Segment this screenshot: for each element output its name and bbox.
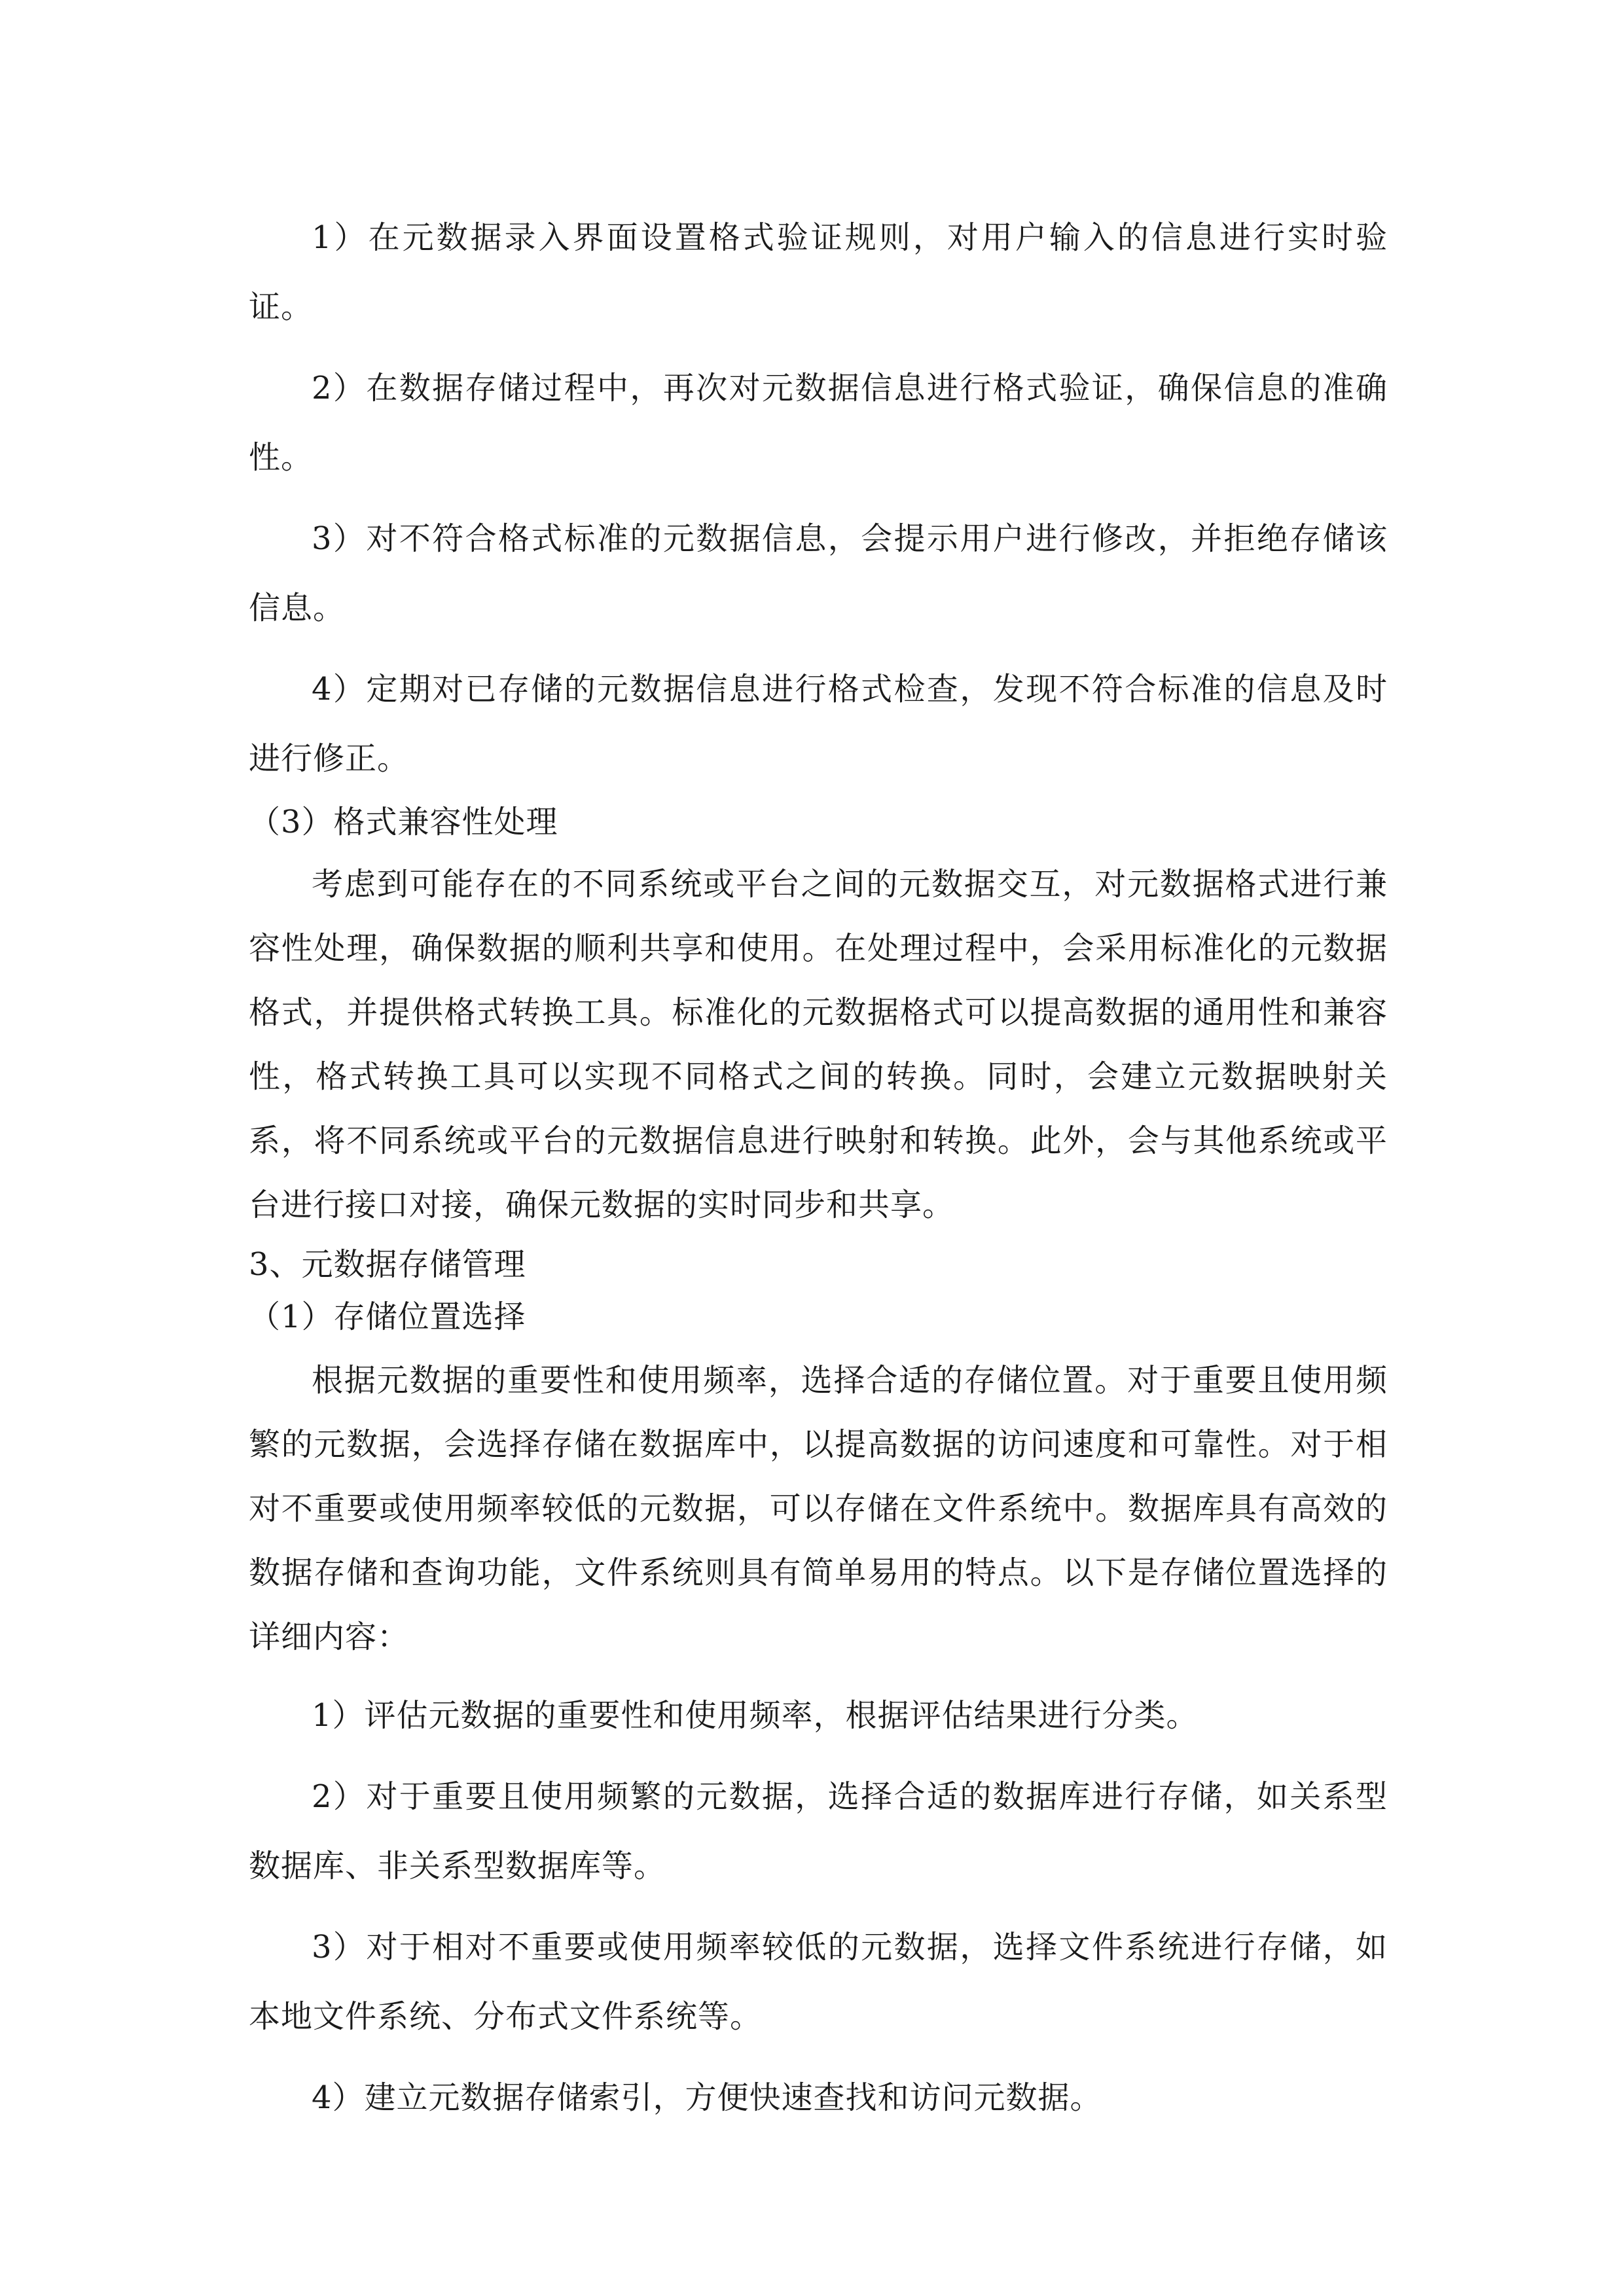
section-heading-format-compatibility: （3）格式兼容性处理 xyxy=(249,804,558,840)
paragraph-compatibility-processing: 考虑到可能存在的不同系统或平台之间的元数据交互，对元数据格式进行兼容性处理，确保数据的顺利共享和使用。在处理过程中，会采用标准化的元数据格式，并提供格式转换工具。标准化的元数据格式可以提高数据的通用性和兼容性，格式转换工具可以实现不同格式之间的转换。同时，会建立元数据映射关系，将不同系统或平台的元数据信息进行映射和转换。此外，会与其他系统或平台进行接口对接，确保元数据的实时同步和共享。 xyxy=(249,866,1388,1223)
list-item-evaluate-importance: 1）评估元数据的重要性和使用频率，根据评估结果进行分类。 xyxy=(312,1697,1199,1734)
list-item-periodic-check: 4）定期对已存储的元数据信息进行格式检查，发现不符合标准的信息及时进行修正。 xyxy=(249,671,1388,777)
document-page xyxy=(249,203,1388,2132)
list-item-format-validation-rule: 1）在元数据录入界面设置格式验证规则，对用户输入的信息进行实时验证。 xyxy=(249,219,1388,325)
section-heading-storage-location: （1）存储位置选择 xyxy=(249,1299,526,1335)
list-item-storage-validation: 2）在数据存储过程中，再次对元数据信息进行格式验证，确保信息的准确性。 xyxy=(249,370,1388,476)
list-item-filesystem-storage: 3）对于相对不重要或使用频率较低的元数据，选择文件系统进行存储，如本地文件系统、分布式文件系统等。 xyxy=(249,1929,1388,2035)
section-heading-storage-management: 3、元数据存储管理 xyxy=(249,1246,526,1283)
list-item-reject-invalid: 3）对不符合格式标准的元数据信息，会提示用户进行修改，并拒绝存储该信息。 xyxy=(249,520,1388,626)
list-item-storage-index: 4）建立元数据存储索引，方便快速查找和访问元数据。 xyxy=(312,2079,1102,2116)
paragraph-storage-location: 根据元数据的重要性和使用频率，选择合适的存储位置。对于重要且使用频繁的元数据，会选择存储在数据库中，以提高数据的访问速度和可靠性。对于相对不重要或使用频率较低的元数据，可以存储在文件系统中。数据库具有高效的数据存储和查询功能，文件系统则具有简单易用的特点。以下是存储位置选择的详细内容： xyxy=(249,1362,1388,1655)
list-item-database-storage: 2）对于重要且使用频繁的元数据，选择合适的数据库进行存储，如关系型数据库、非关系型数据库等。 xyxy=(249,1778,1388,1884)
